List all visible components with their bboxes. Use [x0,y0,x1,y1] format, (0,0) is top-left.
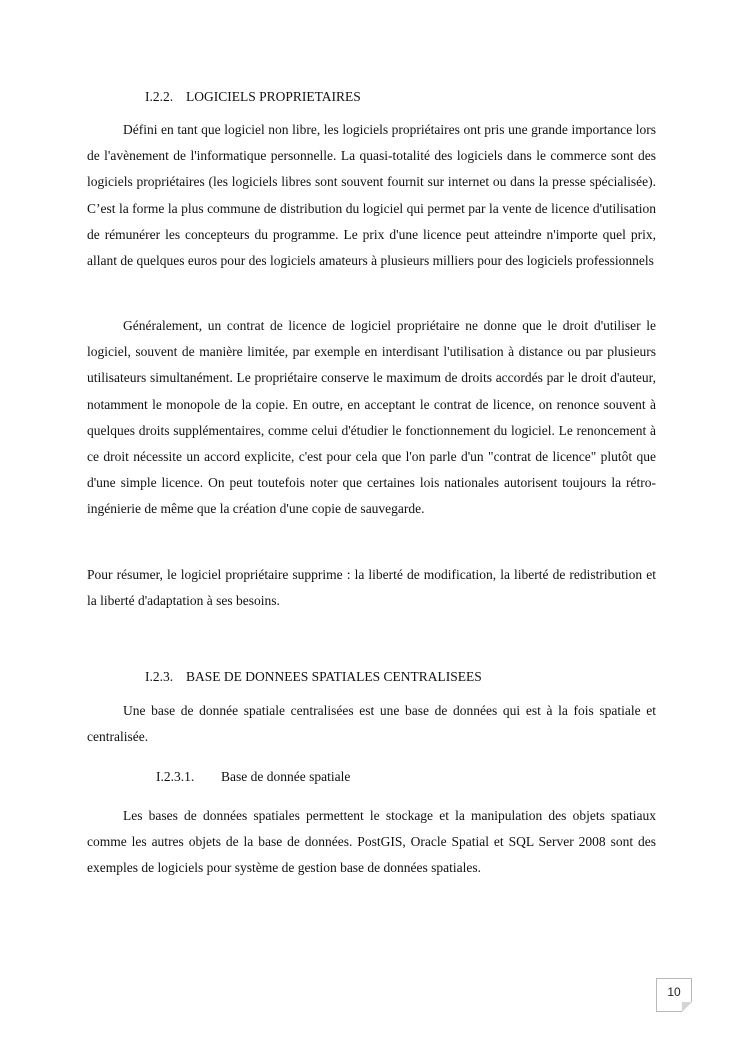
paragraph: Les bases de données spatiales permettent le stockage et la manipulation des objets spatiaux comme les autres objets de la base de données. PostGIS, Oracle Spatial et SQL Server 2008 sont des exemples de logiciels pour système de gestion base de données spatiales. [87,808,656,876]
section-heading [145,669,482,685]
section-number: I.2.3. [145,669,174,684]
paragraph: Une base de donnée spatiale centralisées est une base de données qui est à la fois spatiale et centralisée. [87,703,656,745]
page-number: 10 [667,985,681,999]
section-heading [145,89,361,105]
paragraph: Pour résumer, le logiciel propriétaire supprime : la liberté de modification, la liberté de redistribution et la liberté d'adaptation à ses besoins. [87,567,656,609]
paragraph: Généralement, un contrat de licence de logiciel propriétaire ne donne que le droit d'utiliser le logiciel, souvent de manière limitée, par exemple en interdisant l'utilisation à distance ou par plusieurs utilisateurs simultanément. Le propriétaire conserve le maximum de droits accordés par le droit d'auteur, notamment le monopole de la copie. En outre, en acceptant le contrat de licence, on renonce souvent à quelques droits supplémentaires, comme celui d'étudier le fonctionnement du logiciel. Le renoncement à ce droit nécessite un accord explicite, c'est pour cela que l'on parle d'un "contrat de licence" plutôt que d'une simple licence. On peut toutefois noter que certaines lois nationales autorisent toujours la rétro-ingénierie de même que la création d'une copie de sauvegarde. [87,318,656,517]
section-title: LOGICIELS PROPRIETAIRES [186,89,361,104]
subsection-number: I.2.3.1. [156,769,195,784]
section-number: I.2.2. [145,89,174,104]
subsection-title: Base de donnée spatiale [221,769,351,784]
paragraph: Défini en tant que logiciel non libre, les logiciels propriétaires ont pris une grande importance lors de l'avènement de l'informatique personnelle. La quasi-totalité des logiciels dans le commerce sont des logiciels propriétaires (les logiciels libres sont souvent fournit sur internet ou dans la presse spécialisée). C’est la forme la plus commune de distribution du logiciel qui permet par la vente de licence d'utilisation de rémunérer les concepteurs du programme. Le prix d'une licence peut atteindre n'importe quel prix, allant de quelques euros pour des logiciels amateurs à plusieurs milliers pour des logiciels professionnels [87,122,656,269]
subsection-heading [156,769,350,785]
page-number-box [656,978,692,1012]
section-title: BASE DE DONNEES SPATIALES CENTRALISEES [186,669,482,684]
page-curl-icon [682,1002,692,1012]
